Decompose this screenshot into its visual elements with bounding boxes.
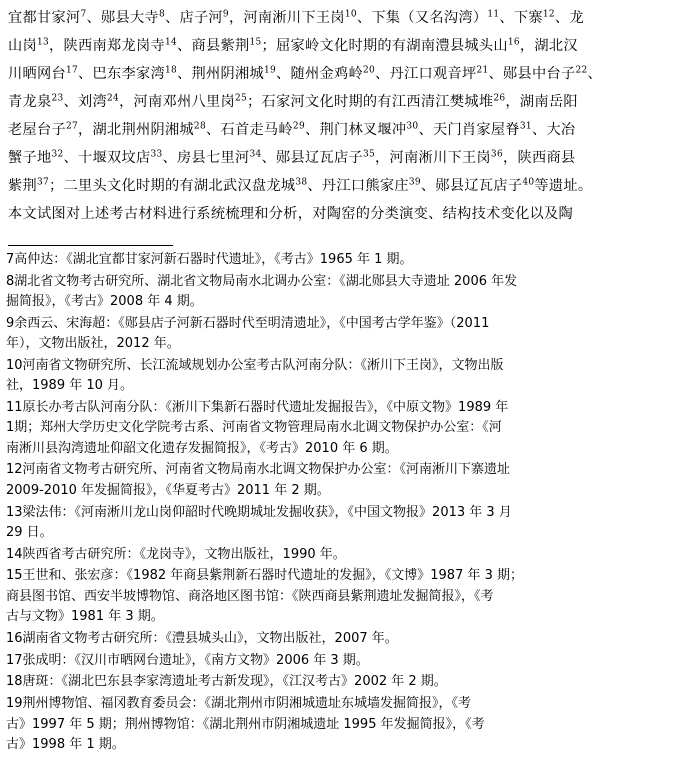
footnote-line: 13梁法伟：《河南淅川龙山岗仰韶时代晚期城址发掘收获》，《中国文物报》2013 年 3 月 xyxy=(6,504,512,520)
footnote-line: 掘简报》，《考古》2008 年 4 期。 xyxy=(6,294,203,310)
footnote xyxy=(6,545,674,565)
body-text-segment: 、丹江口观音坪 xyxy=(375,66,477,82)
footnote xyxy=(6,356,674,397)
footnote-ref: 28 xyxy=(193,121,206,132)
body-text-segment: ，河南淅川下王岗 xyxy=(228,10,345,26)
footnote-ref: 18 xyxy=(164,65,178,76)
body-text-segment: 、店子河 xyxy=(164,10,223,26)
body-text-segment: 等遗址。 xyxy=(534,178,593,194)
body-line xyxy=(8,200,674,228)
footnote-ref: 23 xyxy=(51,93,64,104)
body-line xyxy=(8,88,674,116)
footnote-line: 古》1998 年 1 期。 xyxy=(6,736,125,752)
footnote xyxy=(6,250,674,270)
body-text-segment: 、巴东李家湾 xyxy=(78,66,165,82)
body-line xyxy=(8,144,674,172)
body-paragraph xyxy=(8,4,674,228)
footnote-line: 7高仲达：《湖北宜都甘家河新石器时代遗址》，《考古》1965 年 1 期。 xyxy=(6,252,413,267)
body-text-segment: 、荆州阴湘城 xyxy=(177,66,264,82)
body-text-segment: 、郧县大寺 xyxy=(86,10,159,26)
footnote-separator xyxy=(8,245,173,246)
footnote-ref: 19 xyxy=(263,65,277,76)
footnote-line: 12河南省文物考古研究所、河南省文物局南水北调文物保护办公室：《河南淅川下寨遗址 xyxy=(6,462,511,478)
body-text-segment: 、郧县辽瓦店子 xyxy=(261,150,363,166)
footnote-ref: 11 xyxy=(487,9,500,20)
footnote-ref: 25 xyxy=(234,93,248,104)
footnote xyxy=(6,566,674,627)
body-text-segment: 、刘湾 xyxy=(63,94,107,110)
footnote-line: 15王世和、张宏彦：《1982 年商县紫荆新石器时代遗址的发掘》，《文博》1987 年 3 期； xyxy=(6,568,524,584)
footnote-line: 社，1989 年 10 月。 xyxy=(6,378,134,394)
footnote-ref: 35 xyxy=(362,149,376,160)
footnote-ref: 27 xyxy=(65,121,79,132)
body-text-segment: ，河南淅川下王岗 xyxy=(375,150,491,166)
footnote-line: 8湖北省文物考古研究所、湖北省文物局南水北调办公室：《湖北郧县大寺遗址 2006 年发 xyxy=(6,273,518,289)
body-text-segment: ；二里头文化时期的有湖北武汉盘龙城 xyxy=(49,178,296,194)
footnote-ref: 37 xyxy=(36,177,50,188)
footnote-ref: 38 xyxy=(295,177,308,188)
body-text-segment: 、郧县辽瓦店子 xyxy=(420,178,523,194)
body-text-segment: ；屈家岭文化时期的有湖南澧县城头山 xyxy=(261,38,508,54)
footnote-ref: 13 xyxy=(36,37,50,48)
footnote-ref: 22 xyxy=(575,65,588,76)
footnote-line: 10河南省文物研究所、长江流域规划办公室考古队河南分队：《淅川下王岗》，文物出版 xyxy=(6,357,504,373)
footnote-ref: 29 xyxy=(292,121,305,132)
footnote xyxy=(6,272,674,313)
footnote-ref: 33 xyxy=(150,149,163,160)
body-text-segment: 、下寨 xyxy=(499,10,543,26)
body-line xyxy=(8,32,674,60)
footnote-line: 14陕西省考古研究所：《龙岗寺》，文物出版社，1990 年。 xyxy=(6,546,346,562)
body-text-segment: 、随州金鸡岭 xyxy=(276,66,363,82)
body-text-segment: ，河南邓州八里岗 xyxy=(119,94,235,110)
footnote-ref: 9 xyxy=(222,9,229,20)
footnote-line: 商县图书馆、西安半坡博物馆、商洛地区图书馆：《陕西商县紫荆遗址发掘简报》，《考 xyxy=(6,588,494,604)
footnote-ref: 30 xyxy=(406,121,419,132)
body-text-segment: 、石首走马岭 xyxy=(205,122,293,138)
body-text-segment: 宜都甘家河 xyxy=(8,10,81,26)
footnote-ref: 24 xyxy=(107,93,120,104)
footnote-ref: 16 xyxy=(507,37,520,48)
body-line xyxy=(8,4,674,32)
footnotes-section xyxy=(6,250,674,757)
footnote xyxy=(6,503,674,544)
body-text-segment: 蟹子地 xyxy=(8,150,52,166)
body-line xyxy=(8,116,674,144)
footnote-line: 29 日。 xyxy=(6,524,53,540)
footnote-ref: 7 xyxy=(80,9,87,20)
body-text-segment: 川晒网台 xyxy=(8,66,66,82)
body-text-segment: ，陕西商县 xyxy=(502,150,576,166)
body-text-segment: 、天门肖家屋脊 xyxy=(418,122,520,138)
body-text-segment: 、商县紫荆 xyxy=(177,38,250,54)
footnote-line: 18唐斑：《湖北巴东县李家湾遗址考古新发现》，《江汉考古》2002 年 2 期。 xyxy=(6,674,447,690)
body-text-segment: ，湖北荆州阴湘城 xyxy=(78,122,194,138)
body-text-segment: 、大冶 xyxy=(531,122,576,138)
footnote-ref: 34 xyxy=(249,149,262,160)
body-text-segment: 、龙 xyxy=(554,10,584,26)
footnote xyxy=(6,651,674,671)
footnote xyxy=(6,460,674,501)
footnote-ref: 8 xyxy=(158,9,165,20)
footnote-line: 古与文物》1981 年 3 期。 xyxy=(6,609,164,625)
body-text-segment: ，陕西南郑龙岗寺 xyxy=(49,38,165,54)
body-text-segment: ，湖北汉 xyxy=(519,38,578,54)
body-text-segment: 、 xyxy=(587,66,602,82)
body-text-segment: 、十堰双坟店 xyxy=(63,150,151,166)
footnote-ref: 17 xyxy=(65,65,79,76)
body-line xyxy=(8,172,674,200)
footnote-line: 年），文物出版社，2012 年。 xyxy=(6,336,180,352)
footnote-line: 2009-2010 年发掘简报》，《华夏考古》2011 年 2 期。 xyxy=(6,482,330,498)
footnote-line: 1期；郑州大学历史文化学院考古系、河南省文物管理局南水北调文物保护办公室：《河 xyxy=(6,420,502,436)
footnote-line: 16湖南省文物考古研究所：《澧县城头山》，文物出版社，2007 年。 xyxy=(6,630,398,646)
body-text-segment: 、房县七里河 xyxy=(162,150,250,166)
footnote-ref: 15 xyxy=(249,37,262,48)
body-line xyxy=(8,60,674,88)
footnote-line: 9余西云、宋海超：《郧县店子河新石器时代至明清遗址》，《中国考古学年鉴》（2011 xyxy=(6,315,490,331)
footnote-ref: 14 xyxy=(164,37,178,48)
body-text-segment: 、郧县中台子 xyxy=(488,66,576,82)
footnote-line: 17张成明：《汉川市晒网台遗址》，《南方文物》2006 年 3 期。 xyxy=(6,652,369,668)
footnote xyxy=(6,629,674,649)
footnote-ref: 36 xyxy=(490,149,503,160)
footnote xyxy=(6,314,674,355)
body-text-segment: 老屋台子 xyxy=(8,122,66,138)
footnote-line: 11原长办考古队河南分队：《淅川下集新石器时代遗址发掘报告》，《中原文物》1989 年 xyxy=(6,400,509,416)
body-text-segment: 、荆门林叉堰冲 xyxy=(304,122,407,138)
body-text-segment: 、下集（又名沟湾） xyxy=(356,10,488,26)
footnote-ref: 32 xyxy=(51,149,64,160)
footnote-ref: 12 xyxy=(542,9,555,20)
footnote-ref: 39 xyxy=(408,177,421,188)
body-text-segment: ，湖南岳阳 xyxy=(505,94,578,110)
footnote-ref: 20 xyxy=(362,65,376,76)
body-text-segment: 、丹江口熊家庄 xyxy=(307,178,409,194)
footnote-ref: 21 xyxy=(476,65,489,76)
footnote-line: 19荆州博物馆、福冈教育委员会：《湖北荆州市阴湘城遗址东城墙发掘简报》，《考 xyxy=(6,696,472,712)
footnote xyxy=(6,694,674,755)
body-text-segment: 青龙泉 xyxy=(8,94,52,110)
footnote xyxy=(6,398,674,459)
body-text-segment: 紫荆 xyxy=(8,178,37,194)
footnote xyxy=(6,672,674,692)
footnote-ref: 31 xyxy=(519,121,532,132)
body-text-segment: 本文试图对上述考古材料进行系统梳理和分析，对陶窑的分类演变、结构技术变化以及陶 xyxy=(8,206,574,222)
footnote-ref: 40 xyxy=(522,177,535,188)
body-text-segment: ；石家河文化时期的有江西清江樊城堆 xyxy=(247,94,494,110)
footnote-line: 南淅川县沟湾遗址仰韶文化遗存发掘简报》，《考古》2010 年 6 期。 xyxy=(6,440,398,456)
footnote-ref: 26 xyxy=(493,93,506,104)
body-text-segment: 山岗 xyxy=(8,38,37,54)
footnote-ref: 10 xyxy=(344,9,357,20)
footnote-line: 古》1997 年 5 期；荆州博物馆：《湖北荆州市阴湘城遗址 1995 年发掘简报》，《考 xyxy=(6,716,485,732)
